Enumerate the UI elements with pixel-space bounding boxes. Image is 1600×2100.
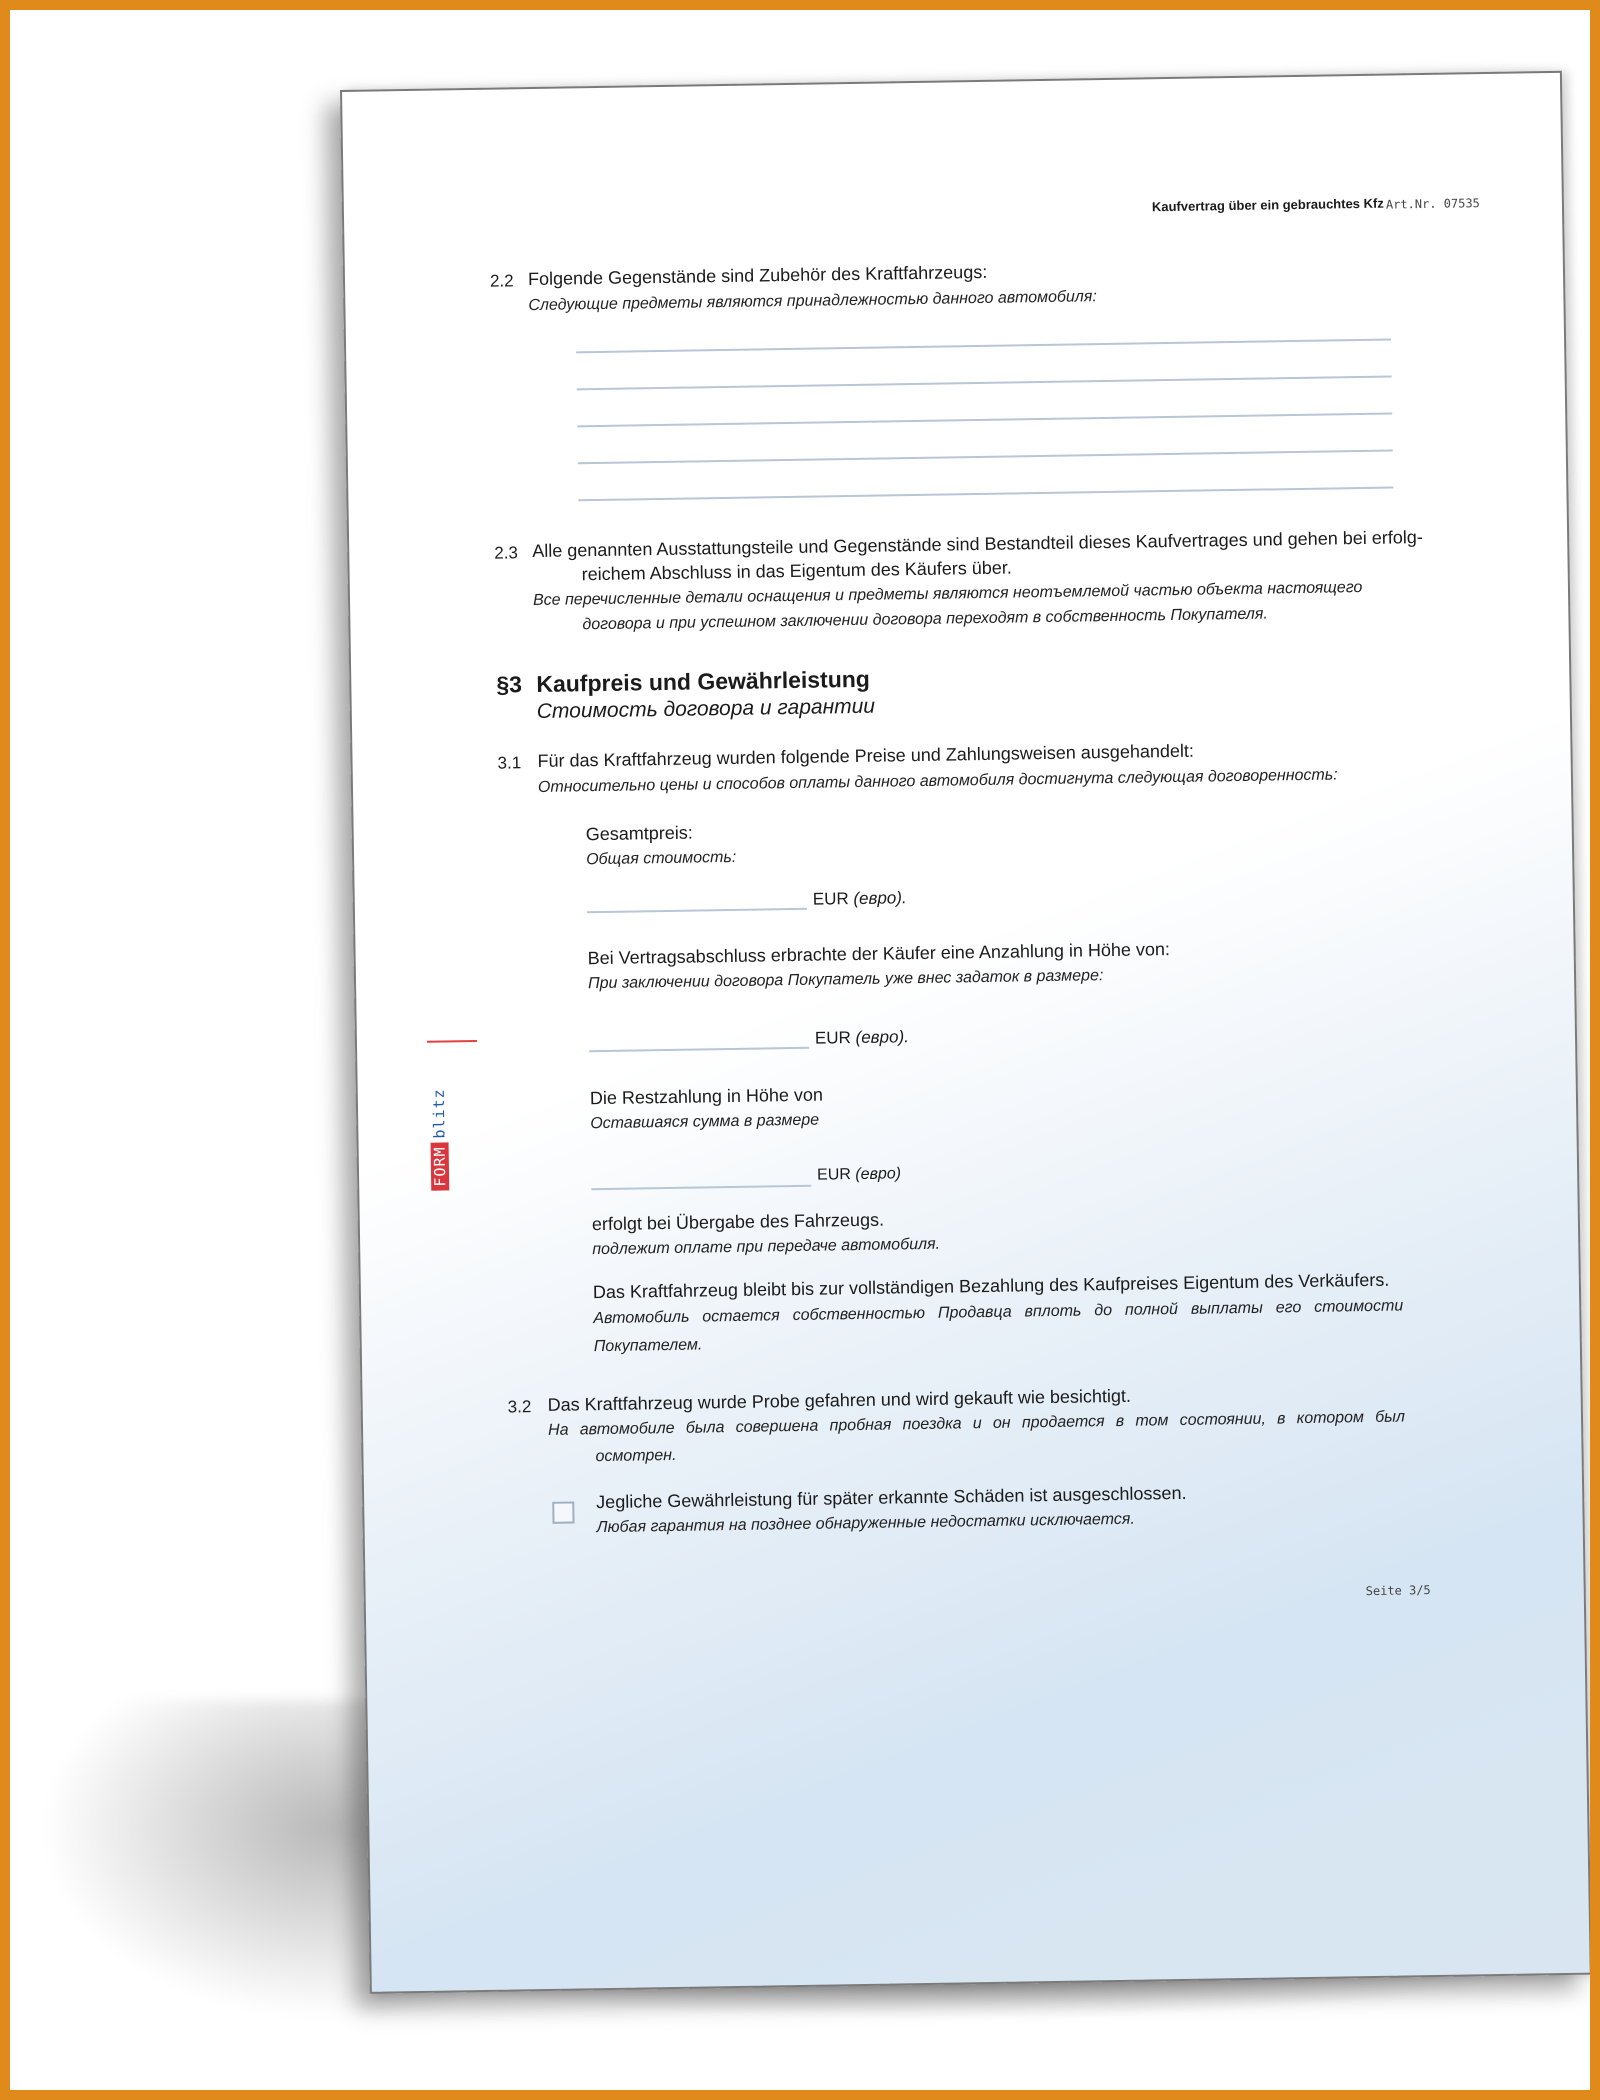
currency-label: EUR (евро): [816, 1165, 902, 1184]
paragraph-title-de: Kaufpreis und Gewährleistung: [536, 665, 871, 697]
section-text-ru: осмотрен.: [595, 1446, 677, 1466]
formblitz-logo: [427, 1040, 451, 1190]
deposit-label-ru: При заключении договора Покупатель уже внес задаток в размере:: [587, 967, 1104, 993]
section-text-ru: Следующие предметы являются принадлежностью данного автомобиля:: [528, 288, 1097, 315]
logo-text: FORM blitz: [427, 1040, 451, 1190]
accessory-line-4[interactable]: [578, 450, 1393, 465]
ownership-text-ru: Автомобиль остается собственностью Продавца вплоть до полной выплаты его стоимости: [593, 1297, 1404, 1328]
paragraph-number: §3: [496, 671, 523, 698]
rest-label-ru: Оставшаяся сумма в размере: [590, 1111, 820, 1133]
accessory-line-2[interactable]: [577, 376, 1392, 391]
warranty-text-ru: Любая гарантия на позднее обнаруженные недостатки исключается.: [596, 1510, 1135, 1537]
section-number: 3.2: [507, 1397, 532, 1417]
deposit-field[interactable]: [589, 1047, 809, 1052]
section-text-ru: Все перечисленные детали оснащения и предметы являются неотъемлемой частью объекта настоящего: [532, 579, 1363, 610]
article-number: Art.Nr. 07535: [1385, 196, 1480, 212]
deposit-label-de: Bei Vertragsabschluss erbrachte der Käufer eine Anzahlung in Höhe von:: [587, 939, 1171, 969]
rest-label-de: Die Restzahlung in Höhe von: [589, 1084, 824, 1109]
section-number: 2.3: [494, 543, 519, 563]
accessory-line-1[interactable]: [576, 339, 1391, 354]
total-price-label-ru: Общая стоимость:: [585, 848, 737, 869]
section-number: 2.2: [489, 271, 514, 291]
section-text-de: Folgende Gegenstände sind Zubehör des Kraftfahrzeugs:: [527, 261, 988, 290]
warranty-exclusion-checkbox[interactable]: [552, 1501, 574, 1523]
header-title: Kaufvertrag über ein gebrauchtes Kfz: [1151, 195, 1384, 215]
ownership-text-ru: Покупателем.: [593, 1336, 703, 1356]
handover-text-ru: подлежит оплате при передаче автомобиля.: [592, 1235, 941, 1259]
handover-text-de: erfolgt bei Übergabe des Fahrzeugs.: [591, 1209, 885, 1235]
accessory-line-3[interactable]: [577, 413, 1392, 428]
section-text-ru: На автомобиле была совершена пробная поездка и он продается в том состоянии, в котором был: [547, 1408, 1406, 1439]
currency-label: EUR (евро).: [812, 888, 907, 909]
rest-payment-field[interactable]: [591, 1185, 811, 1190]
page-number: Seite 3/5: [1365, 1583, 1431, 1599]
section-text-de: Für das Kraftfahrzeug wurden folgende Preise und Zahlungsweisen ausgehandelt:: [537, 740, 1195, 771]
section-number: 3.1: [497, 753, 522, 773]
total-price-field[interactable]: [587, 908, 807, 913]
section-text-de: reichem Abschluss in das Eigentum des Käufers über.: [581, 557, 1012, 585]
section-text-de: Alle genannten Ausstattungsteile und Gegenstände sind Bestandteil dieses Kaufvertrages und gehen bei erfolg-: [532, 527, 1423, 562]
total-price-label-de: Gesamtpreis:: [585, 822, 693, 845]
section-text-ru: договора и при успешном заключении договора переходят в собственность Покупателя.: [582, 605, 1268, 634]
currency-label: EUR (евро).: [814, 1027, 910, 1048]
paragraph-title-ru: Стоимость договора и гарантии: [536, 694, 876, 723]
section-text-de: Das Kraftfahrzeug wurde Probe gefahren und wird gekauft wie besichtigt.: [547, 1385, 1132, 1415]
document-page: [340, 71, 1592, 1994]
section-text-ru: Относительно цены и способов оплаты данного автомобиля достигнута следующая договоренность:: [537, 766, 1338, 796]
ownership-text-de: Das Kraftfahrzeug bleibt bis zur vollständigen Bezahlung des Kaufpreises Eigentum des Verkäufers.: [592, 1269, 1390, 1303]
warranty-text-de: Jegliche Gewährleistung für später erkannte Schäden ist ausgeschlossen.: [596, 1482, 1187, 1513]
accessory-line-5[interactable]: [578, 487, 1393, 502]
